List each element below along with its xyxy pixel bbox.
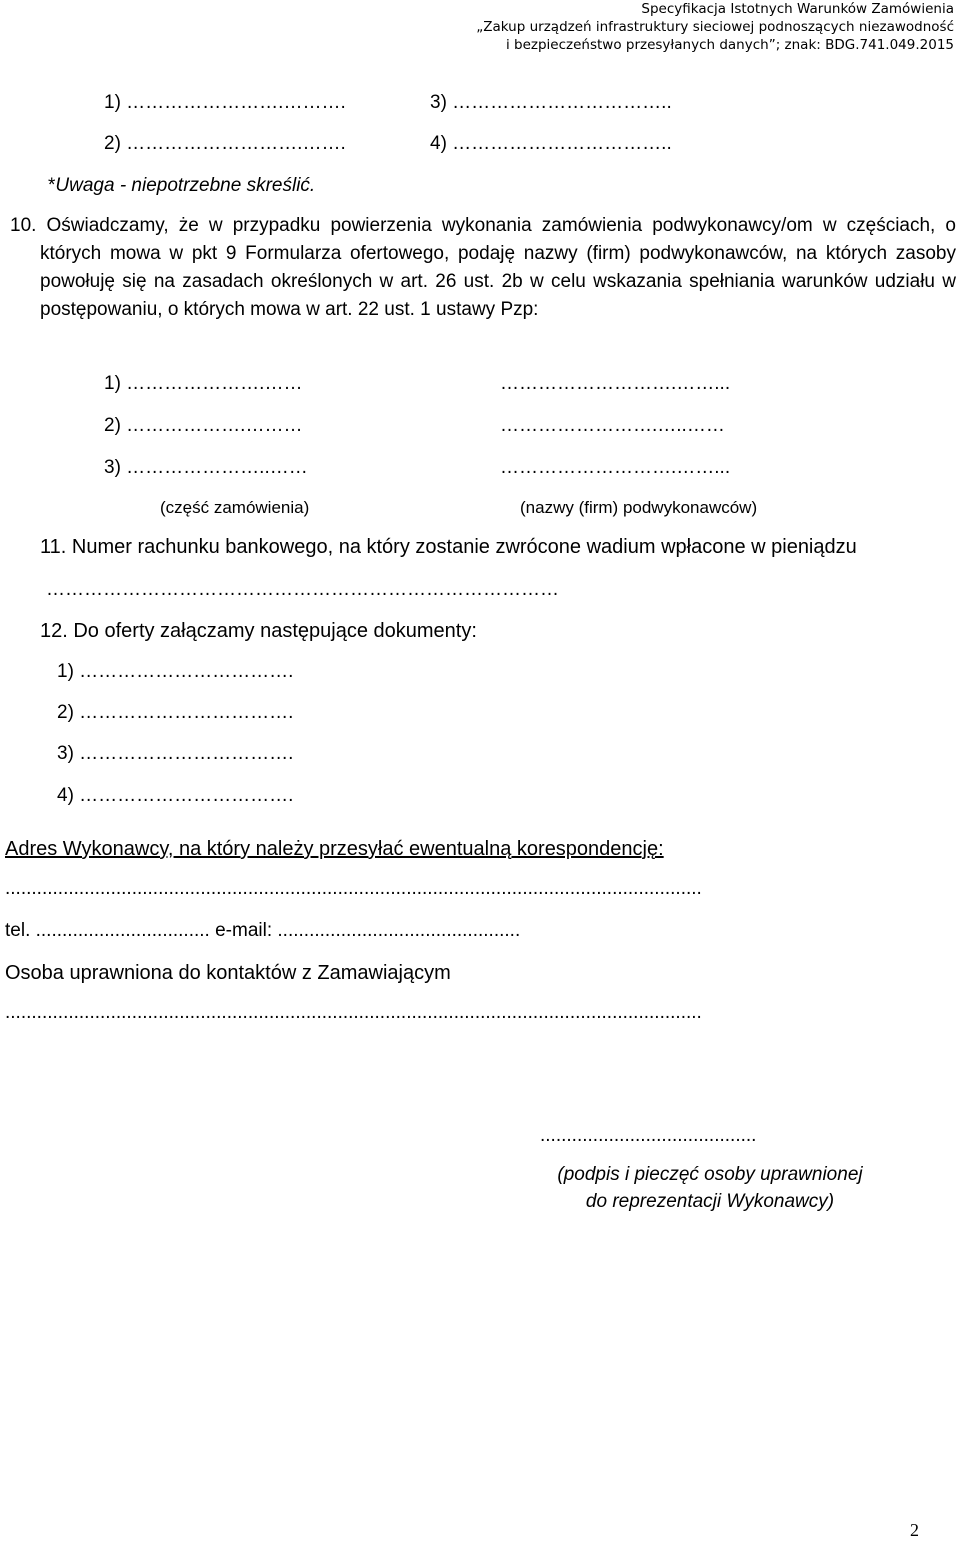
section-12-item-3: 3) ……………………………. [57,743,294,764]
section-10-part-1: 1) ………………….…… [104,373,303,394]
section-12-item-4: 4) ……………………………. [57,785,294,806]
contact-person-label: Osoba uprawniona do kontaktów z Zamawiającym [5,962,451,984]
address-line: .................................................................................................................................... [5,878,702,899]
top-list-item-2: 2) ……………………….……. [104,133,346,154]
signature-caption-2: do reprezentacji Wykonawcy) [585,1191,835,1212]
top-list-item-1: 1) …………………….………. [104,92,346,113]
section-10-part-2: 2) ……………….……… [104,415,303,436]
section-10-firm-1: ……………………….……... [500,373,731,394]
page-number: 2 [910,1520,919,1540]
note-text: Uwaga - niepotrzebne skreślić. [55,175,316,196]
section-12-item-1: 1) ……………………………. [57,661,294,682]
section-10-firm-2: …………………….…..…… [500,415,725,436]
note [48,174,315,198]
section-10-number: 10. [10,215,37,236]
contact-person-line: .................................................................................................................................... [5,1002,702,1023]
header-reference: i bezpieczeństwo przesyłanych danych”; znak: BDG.741.049.2015 [505,37,954,53]
header-subject: „Zakup urządzeń infrastruktury sieciowej podnoszących niezawodność [476,19,954,35]
note-star: * [48,175,56,196]
top-list-item-3: 3) …………………………….. [430,92,672,113]
section-11-text: 11. Numer rachunku bankowego, na który zostanie zwrócone wadium wpłacone w pieniądzu [40,536,857,558]
signature-caption-1: (podpis i pieczęć osoby uprawnionej [557,1164,863,1185]
section-10-text: Oświadczamy, że w przypadku powierzenia wykonania zamówienia podwykonawcy/om w częściach, o których mowa w pkt 9 Formularza ofertowego, podaję nazwy (firm) podwykonawców, na których zasoby powołuję się na zasadach określonych w art. 26 ust. 2b w celu wskazania spełniania warunków udziału w postępowaniu, o których mowa w art. 22 ust. 1 ustawy Pzp: [40,215,956,320]
signature-line: ......................................... [540,1125,757,1146]
address-label: Adres Wykonawcy, na który należy przesyłać ewentualną korespondencję: [5,838,664,860]
section-10-firm-3: ……………………….……... [500,457,731,478]
section-11-line: ……………………………………………………………………… [46,579,559,600]
tel-email-line: tel. ................................. e-mail: .............................................. [5,920,521,941]
section-12-item-2: 2) ……………………………. [57,702,294,723]
caption-firms: (nazwy (firm) podwykonawców) [520,498,758,517]
caption-part: (część zamówienia) [160,498,310,517]
header-title: Specyfikacja Istotnych Warunków Zamówienia [641,1,954,17]
section-10-part-3: 3) …………………..…… [104,457,308,478]
top-list-item-4: 4) …………………………….. [430,133,672,154]
section-12-text: 12. Do oferty załączamy następujące dokumenty: [40,620,477,642]
section-10-paragraph [10,212,956,324]
